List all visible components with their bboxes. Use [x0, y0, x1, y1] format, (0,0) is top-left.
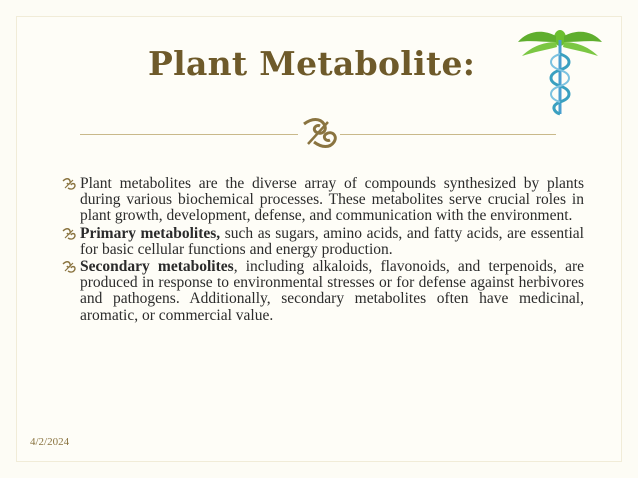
- bullet-list: [62, 176, 584, 325]
- bullet-text: such as sugars, amino acids, and fatty acids, are essential for basic cellular functions and energy production.: [80, 224, 584, 258]
- slide-title: Plant Metabolite:: [148, 44, 476, 83]
- scroll-bullet-icon: [62, 178, 76, 190]
- title-rule-left: [80, 134, 298, 135]
- bullet-term: Primary metabolites,: [80, 224, 221, 242]
- bullet-text: , including alkaloids, flavonoids, and terpenoids, are produced in response to environmental stresses or for defense against herbivores and pathogens. Additionally, secondary metabolites often have medicinal, aromatic, or commercial value.: [80, 258, 585, 324]
- scroll-ornament-icon: [298, 116, 340, 150]
- bullet-text: Plant metabolites are the diverse array of compounds synthesized by plants during various biochemical processes. These metabolites serve crucial roles in plant growth, development, defense, and communication with the environment.: [80, 175, 584, 225]
- bullet-term: Secondary metabolites: [80, 258, 234, 276]
- scroll-bullet-icon: [62, 261, 76, 273]
- caduceus-leaf-icon: [516, 20, 604, 120]
- title-rule-right: [340, 134, 556, 135]
- list-item: [62, 259, 584, 324]
- list-item: [62, 176, 584, 225]
- slide-date: 4/2/2024: [30, 436, 70, 448]
- list-item: [62, 226, 584, 258]
- scroll-bullet-icon: [62, 228, 76, 240]
